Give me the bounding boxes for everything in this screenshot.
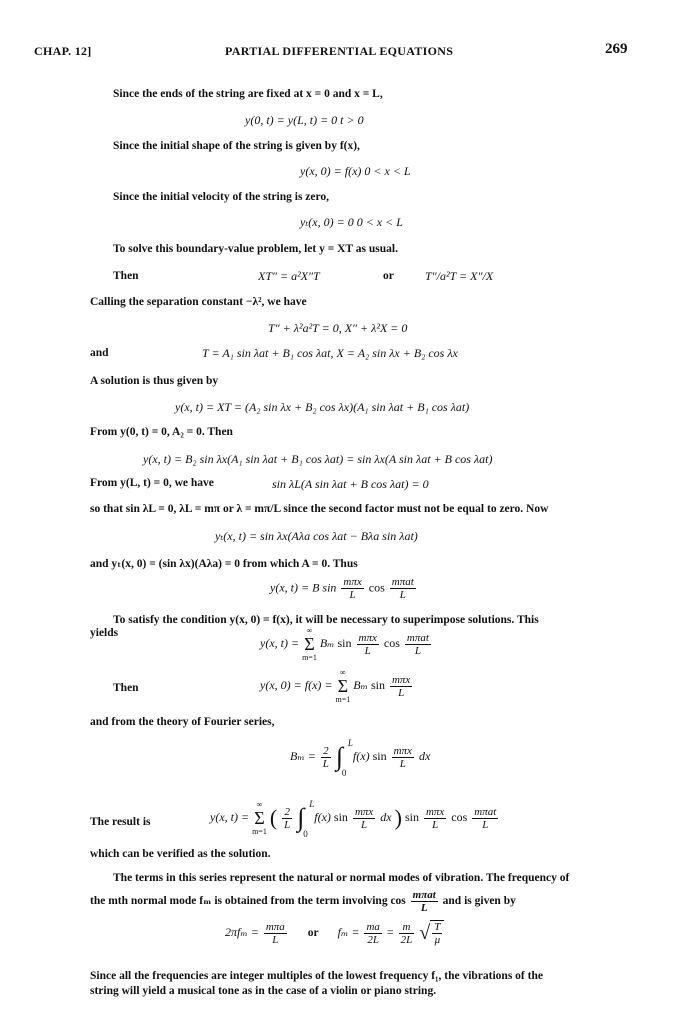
- paragraph: A solution is thus given by: [90, 375, 219, 387]
- paragraph: Since all the frequencies are integer multiples of the lowest frequency f₁, the vibrations of the: [90, 970, 543, 982]
- paragraph-with-fraction: the mth normal mode fₘ is obtained from the term involving cos $\frac{\text{mπat}}{L}$ and is given by: [90, 889, 516, 914]
- paragraph: From y(L, t) = 0, we have: [90, 477, 214, 489]
- equation-result: y(x, t) = ∞ Σ m=1 ( $\frac{2}{L}$ ∫ L 0 f(x) sin $\frac{\text{mπx}}{L}$ dx ) sin $\frac{\text{mπx}}{L}$ cos $\frac{\text{mπat}}{L}$: [210, 799, 497, 839]
- paragraph: yields: [90, 627, 119, 639]
- word-and: and: [90, 347, 109, 359]
- equation-fourier-coefficient: Bₘ = $\frac{2}{L}$ ∫ L 0 f(x) sin $\frac{\text{mπx}}{L}$ dx: [290, 738, 431, 778]
- equation: XT″ = a²X″T: [258, 269, 320, 283]
- paragraph: so that sin λL = 0, λL = mπ or λ = mπ/L since the second factor must not be equal to zero. Now: [90, 503, 549, 515]
- paragraph: string will yield a musical tone as in the case of a violin or piano string.: [90, 985, 437, 997]
- word-then: Then: [113, 270, 139, 282]
- equation-superposition: y(x, t) = ∞ Σ m=1 Bₘ sin $\frac{\text{mπx}}{L}$ cos $\frac{\text{mπat}}{L}$: [260, 626, 429, 662]
- equation: yₜ(x, 0) = 0 0 < x < L: [300, 215, 403, 229]
- paragraph: To satisfy the condition y(x, 0) = f(x), it will be necessary to superimpose solutions. This: [113, 614, 539, 626]
- paragraph: Since the ends of the string are fixed at x = 0 and x = L,: [113, 88, 383, 100]
- equation: yₜ(x, t) = sin λx(Aλa cos λat − Bλa sin λat): [215, 529, 418, 543]
- running-title: PARTIAL DIFFERENTIAL EQUATIONS: [225, 44, 454, 58]
- equation: sin λL(A sin λat + B cos λat) = 0: [272, 477, 429, 491]
- equation: y(x, t) = XT = (A₂ sin λx + B₂ cos λx)(A₁ sin λat + B₁ cos λat): [175, 400, 470, 414]
- paragraph: which can be verified as the solution.: [90, 848, 271, 860]
- equation: T″ + λ²a²T = 0, X″ + λ²X = 0: [268, 321, 408, 335]
- equation: y(0, t) = y(L, t) = 0 t > 0: [245, 113, 364, 127]
- equation-frequency: 2πfₘ = $\frac{\text{mπa}}{L}$ or fₘ = $\frac{ma}{2L}$ = $\frac{m}{2L}$ √ $\frac{T}{\mu}$: [225, 920, 444, 946]
- paragraph: From y(0, t) = 0, A₂ = 0. Then: [90, 426, 233, 438]
- paragraph: and yₜ(x, 0) = (sin λx)(Aλa) = 0 from which A = 0. Thus: [90, 558, 358, 570]
- paragraph: Calling the separation constant −λ², we have: [90, 296, 307, 308]
- paragraph: Since the initial velocity of the string is zero,: [113, 191, 330, 203]
- paragraph: and from the theory of Fourier series,: [90, 716, 275, 728]
- equation: T = A₁ sin λat + B₁ cos λat, X = A₂ sin λx + B₂ cos λx: [202, 346, 458, 360]
- equation-initial-shape: y(x, 0) = f(x) = ∞ Σ m=1 Bₘ sin $\frac{\text{mπx}}{L}$: [260, 668, 411, 704]
- equation-standing-wave: y(x, t) = B sin $\frac{\text{mπx}}{L}$ cos $\frac{\text{mπat}}{L}$: [270, 576, 414, 601]
- equation: y(x, t) = B₂ sin λx(A₁ sin λat + B₁ cos λat) = sin λx(A sin λat + B cos λat): [143, 452, 493, 466]
- equation: T″/a²T = X″/X: [425, 269, 494, 283]
- paragraph: To solve this boundary-value problem, let y = XT as usual.: [113, 243, 398, 255]
- paragraph: The result is: [90, 816, 151, 828]
- word-or: or: [383, 270, 394, 282]
- equation: y(x, 0) = f(x) 0 < x < L: [300, 164, 411, 178]
- chapter-label: CHAP. 12]: [34, 44, 92, 58]
- paragraph: The terms in this series represent the natural or normal modes of vibration. The frequency of: [113, 872, 570, 884]
- page-number: 269: [605, 41, 628, 57]
- word-then: Then: [113, 682, 139, 694]
- paragraph: Since the initial shape of the string is given by f(x),: [113, 140, 360, 152]
